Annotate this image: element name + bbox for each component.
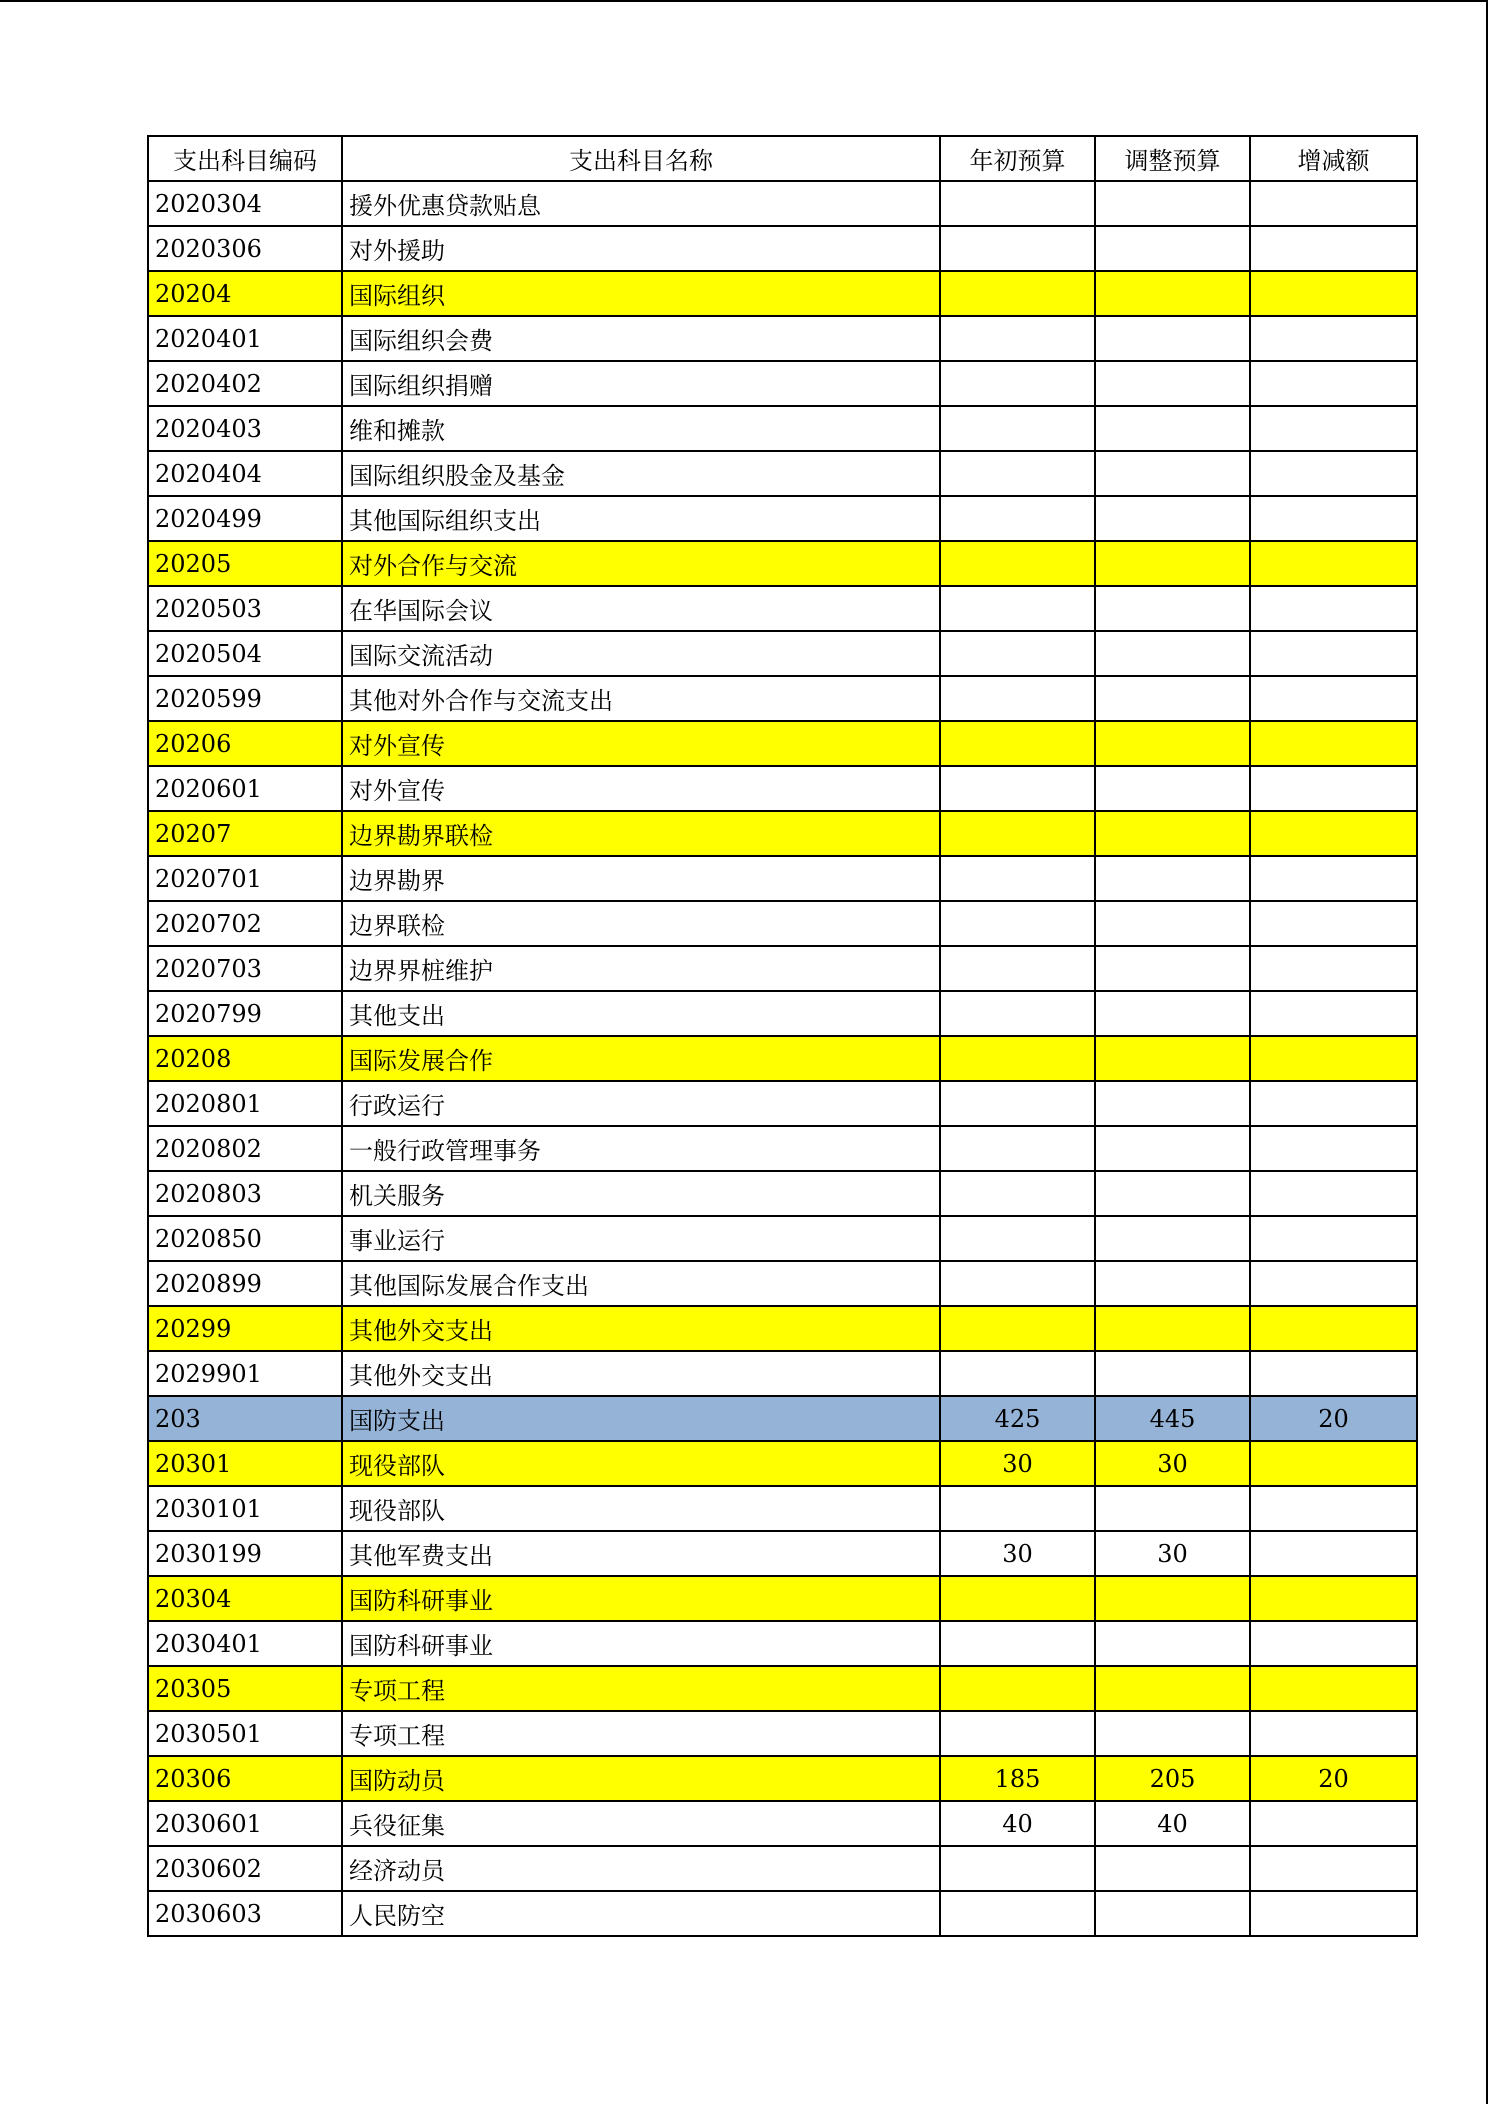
cell-code: 2020504 — [148, 631, 342, 676]
cell-change-amount — [1250, 1486, 1417, 1531]
cell-initial-budget — [940, 1306, 1095, 1351]
cell-adjusted-budget — [1095, 676, 1250, 721]
table-row — [148, 496, 1417, 541]
cell-change-amount — [1250, 541, 1417, 586]
cell-name: 专项工程 — [342, 1711, 940, 1756]
cell-initial-budget — [940, 1486, 1095, 1531]
cell-adjusted-budget — [1095, 1711, 1250, 1756]
cell-code: 20206 — [148, 721, 342, 766]
table-row — [148, 586, 1417, 631]
cell-name: 其他国际组织支出 — [342, 496, 940, 541]
cell-name: 现役部队 — [342, 1486, 940, 1531]
cell-name: 国防支出 — [342, 1396, 940, 1441]
cell-initial-budget — [940, 676, 1095, 721]
cell-adjusted-budget — [1095, 541, 1250, 586]
cell-name: 国际组织股金及基金 — [342, 451, 940, 496]
cell-initial-budget — [940, 1621, 1095, 1666]
cell-code: 203 — [148, 1396, 342, 1441]
cell-change-amount — [1250, 361, 1417, 406]
cell-name: 边界勘界 — [342, 856, 940, 901]
cell-name: 边界界桩维护 — [342, 946, 940, 991]
cell-code: 2030401 — [148, 1621, 342, 1666]
cell-initial-budget — [940, 271, 1095, 316]
table-row — [148, 856, 1417, 901]
cell-adjusted-budget: 40 — [1095, 1801, 1250, 1846]
cell-code: 20208 — [148, 1036, 342, 1081]
cell-name: 援外优惠贷款贴息 — [342, 181, 940, 226]
cell-initial-budget — [940, 1846, 1095, 1891]
table-row — [148, 1846, 1417, 1891]
cell-name: 人民防空 — [342, 1891, 940, 1936]
cell-name: 对外援助 — [342, 226, 940, 271]
table-row — [148, 1081, 1417, 1126]
cell-initial-budget — [940, 946, 1095, 991]
cell-name: 国防科研事业 — [342, 1621, 940, 1666]
cell-change-amount — [1250, 1261, 1417, 1306]
cell-adjusted-budget — [1095, 631, 1250, 676]
cell-change-amount — [1250, 901, 1417, 946]
cell-code: 20299 — [148, 1306, 342, 1351]
cell-code: 2029901 — [148, 1351, 342, 1396]
table-row — [148, 1756, 1417, 1801]
cell-name: 其他军费支出 — [342, 1531, 940, 1576]
cell-initial-budget — [940, 1666, 1095, 1711]
cell-adjusted-budget — [1095, 1891, 1250, 1936]
table-row — [148, 676, 1417, 721]
table-row — [148, 946, 1417, 991]
table-row — [148, 181, 1417, 226]
table-row — [148, 361, 1417, 406]
cell-code: 2020799 — [148, 991, 342, 1036]
cell-adjusted-budget — [1095, 271, 1250, 316]
cell-code: 20306 — [148, 1756, 342, 1801]
cell-code: 2020503 — [148, 586, 342, 631]
cell-adjusted-budget — [1095, 856, 1250, 901]
page-top-border — [0, 0, 1488, 2]
cell-name: 现役部队 — [342, 1441, 940, 1486]
cell-change-amount: 20 — [1250, 1756, 1417, 1801]
cell-code: 2020701 — [148, 856, 342, 901]
cell-change-amount — [1250, 946, 1417, 991]
cell-adjusted-budget: 205 — [1095, 1756, 1250, 1801]
cell-code: 2020304 — [148, 181, 342, 226]
cell-adjusted-budget — [1095, 766, 1250, 811]
cell-name: 国际组织捐赠 — [342, 361, 940, 406]
cell-change-amount — [1250, 1306, 1417, 1351]
table-row — [148, 1036, 1417, 1081]
cell-initial-budget: 185 — [940, 1756, 1095, 1801]
cell-initial-budget — [940, 361, 1095, 406]
cell-name: 国际组织会费 — [342, 316, 940, 361]
cell-initial-budget — [940, 1261, 1095, 1306]
table-row — [148, 1801, 1417, 1846]
cell-name: 国防科研事业 — [342, 1576, 940, 1621]
cell-change-amount — [1250, 406, 1417, 451]
cell-change-amount — [1250, 1801, 1417, 1846]
cell-adjusted-budget — [1095, 946, 1250, 991]
cell-code: 2020403 — [148, 406, 342, 451]
cell-change-amount — [1250, 631, 1417, 676]
cell-adjusted-budget — [1095, 1306, 1250, 1351]
budget-table — [147, 135, 1418, 1937]
cell-change-amount — [1250, 451, 1417, 496]
table-row — [148, 766, 1417, 811]
cell-code: 20207 — [148, 811, 342, 856]
table-row — [148, 1711, 1417, 1756]
cell-adjusted-budget — [1095, 1171, 1250, 1216]
cell-code: 2020404 — [148, 451, 342, 496]
cell-initial-budget — [940, 721, 1095, 766]
cell-initial-budget — [940, 406, 1095, 451]
table-row — [148, 1666, 1417, 1711]
table-row — [148, 901, 1417, 946]
cell-code: 2020306 — [148, 226, 342, 271]
header-name: 支出科目名称 — [342, 136, 940, 181]
cell-change-amount — [1250, 766, 1417, 811]
cell-name: 维和摊款 — [342, 406, 940, 451]
cell-change-amount — [1250, 856, 1417, 901]
cell-name: 其他外交支出 — [342, 1306, 940, 1351]
cell-change-amount — [1250, 586, 1417, 631]
cell-name: 其他支出 — [342, 991, 940, 1036]
cell-name: 兵役征集 — [342, 1801, 940, 1846]
cell-change-amount — [1250, 1081, 1417, 1126]
cell-code: 2030601 — [148, 1801, 342, 1846]
cell-initial-budget: 30 — [940, 1531, 1095, 1576]
table-row — [148, 226, 1417, 271]
cell-initial-budget — [940, 226, 1095, 271]
cell-initial-budget — [940, 1171, 1095, 1216]
table-row — [148, 1396, 1417, 1441]
cell-name: 专项工程 — [342, 1666, 940, 1711]
table-row — [148, 811, 1417, 856]
cell-adjusted-budget — [1095, 451, 1250, 496]
cell-code: 20205 — [148, 541, 342, 586]
cell-change-amount — [1250, 1666, 1417, 1711]
table-row — [148, 991, 1417, 1036]
cell-code: 20301 — [148, 1441, 342, 1486]
cell-code: 2020702 — [148, 901, 342, 946]
cell-name: 行政运行 — [342, 1081, 940, 1126]
cell-change-amount — [1250, 1216, 1417, 1261]
cell-initial-budget — [940, 1711, 1095, 1756]
cell-adjusted-budget — [1095, 1666, 1250, 1711]
cell-initial-budget — [940, 1576, 1095, 1621]
cell-code: 2020401 — [148, 316, 342, 361]
cell-initial-budget — [940, 1891, 1095, 1936]
cell-adjusted-budget — [1095, 1486, 1250, 1531]
table-row — [148, 1216, 1417, 1261]
cell-change-amount — [1250, 991, 1417, 1036]
cell-code: 2030199 — [148, 1531, 342, 1576]
table-row — [148, 631, 1417, 676]
cell-adjusted-budget — [1095, 991, 1250, 1036]
cell-name: 在华国际会议 — [342, 586, 940, 631]
cell-name: 机关服务 — [342, 1171, 940, 1216]
cell-name: 对外合作与交流 — [342, 541, 940, 586]
cell-change-amount — [1250, 1036, 1417, 1081]
cell-change-amount — [1250, 1576, 1417, 1621]
table-row — [148, 721, 1417, 766]
cell-change-amount — [1250, 721, 1417, 766]
cell-code: 2020802 — [148, 1126, 342, 1171]
cell-initial-budget — [940, 316, 1095, 361]
cell-initial-budget — [940, 856, 1095, 901]
cell-initial-budget — [940, 451, 1095, 496]
table-row — [148, 451, 1417, 496]
cell-code: 2020499 — [148, 496, 342, 541]
header-change-amount: 增减额 — [1250, 136, 1417, 181]
cell-adjusted-budget — [1095, 586, 1250, 631]
table-row — [148, 541, 1417, 586]
cell-name: 一般行政管理事务 — [342, 1126, 940, 1171]
cell-change-amount — [1250, 1711, 1417, 1756]
table-row — [148, 1531, 1417, 1576]
cell-name: 国际发展合作 — [342, 1036, 940, 1081]
cell-initial-budget: 40 — [940, 1801, 1095, 1846]
cell-adjusted-budget — [1095, 1036, 1250, 1081]
cell-name: 对外宣传 — [342, 766, 940, 811]
cell-change-amount — [1250, 1171, 1417, 1216]
cell-adjusted-budget — [1095, 226, 1250, 271]
cell-name: 国际交流活动 — [342, 631, 940, 676]
cell-initial-budget — [940, 541, 1095, 586]
cell-name: 其他对外合作与交流支出 — [342, 676, 940, 721]
cell-initial-budget — [940, 586, 1095, 631]
cell-initial-budget — [940, 181, 1095, 226]
cell-change-amount — [1250, 226, 1417, 271]
cell-code: 2030603 — [148, 1891, 342, 1936]
cell-change-amount — [1250, 1441, 1417, 1486]
cell-code: 2020899 — [148, 1261, 342, 1306]
cell-change-amount — [1250, 1351, 1417, 1396]
cell-change-amount — [1250, 676, 1417, 721]
table-row — [148, 406, 1417, 451]
cell-code: 2020402 — [148, 361, 342, 406]
cell-name: 国防动员 — [342, 1756, 940, 1801]
table-row — [148, 1441, 1417, 1486]
table-row — [148, 1891, 1417, 1936]
cell-initial-budget — [940, 1126, 1095, 1171]
cell-name: 经济动员 — [342, 1846, 940, 1891]
cell-initial-budget — [940, 1351, 1095, 1396]
cell-change-amount — [1250, 271, 1417, 316]
cell-initial-budget — [940, 496, 1095, 541]
cell-code: 2020801 — [148, 1081, 342, 1126]
cell-initial-budget: 30 — [940, 1441, 1095, 1486]
cell-code: 2020601 — [148, 766, 342, 811]
header-code: 支出科目编码 — [148, 136, 342, 181]
cell-change-amount — [1250, 181, 1417, 226]
table-row — [148, 316, 1417, 361]
cell-adjusted-budget — [1095, 361, 1250, 406]
table-row — [148, 1621, 1417, 1666]
cell-change-amount — [1250, 1531, 1417, 1576]
cell-adjusted-budget — [1095, 1846, 1250, 1891]
cell-change-amount — [1250, 316, 1417, 361]
table-row — [148, 1261, 1417, 1306]
cell-initial-budget — [940, 1081, 1095, 1126]
cell-initial-budget — [940, 901, 1095, 946]
cell-adjusted-budget — [1095, 406, 1250, 451]
cell-initial-budget — [940, 1216, 1095, 1261]
cell-code: 2020599 — [148, 676, 342, 721]
cell-change-amount — [1250, 1891, 1417, 1936]
cell-initial-budget — [940, 1036, 1095, 1081]
header-initial-budget: 年初预算 — [940, 136, 1095, 181]
cell-name: 国际组织 — [342, 271, 940, 316]
cell-code: 20305 — [148, 1666, 342, 1711]
cell-adjusted-budget — [1095, 1576, 1250, 1621]
cell-name: 边界勘界联检 — [342, 811, 940, 856]
cell-name: 其他外交支出 — [342, 1351, 940, 1396]
cell-code: 2030602 — [148, 1846, 342, 1891]
cell-initial-budget — [940, 991, 1095, 1036]
cell-code: 20304 — [148, 1576, 342, 1621]
cell-adjusted-budget: 30 — [1095, 1531, 1250, 1576]
cell-adjusted-budget — [1095, 316, 1250, 361]
table-row — [148, 1576, 1417, 1621]
cell-adjusted-budget — [1095, 181, 1250, 226]
table-row — [148, 1171, 1417, 1216]
table-row — [148, 1486, 1417, 1531]
cell-initial-budget — [940, 631, 1095, 676]
cell-name: 事业运行 — [342, 1216, 940, 1261]
cell-code: 2030501 — [148, 1711, 342, 1756]
cell-adjusted-budget — [1095, 496, 1250, 541]
cell-code: 2020803 — [148, 1171, 342, 1216]
cell-name: 边界联检 — [342, 901, 940, 946]
cell-adjusted-budget: 445 — [1095, 1396, 1250, 1441]
cell-change-amount — [1250, 1621, 1417, 1666]
cell-adjusted-budget — [1095, 1351, 1250, 1396]
table-header-row — [148, 136, 1417, 181]
table-row — [148, 271, 1417, 316]
cell-change-amount — [1250, 1126, 1417, 1171]
cell-code: 2020703 — [148, 946, 342, 991]
cell-name: 对外宣传 — [342, 721, 940, 766]
table-row — [148, 1306, 1417, 1351]
cell-initial-budget — [940, 811, 1095, 856]
table-body — [148, 181, 1417, 1936]
cell-adjusted-budget — [1095, 721, 1250, 766]
table-row — [148, 1351, 1417, 1396]
cell-change-amount — [1250, 1846, 1417, 1891]
table-row — [148, 1126, 1417, 1171]
cell-change-amount: 20 — [1250, 1396, 1417, 1441]
header-adjusted-budget: 调整预算 — [1095, 136, 1250, 181]
cell-name: 其他国际发展合作支出 — [342, 1261, 940, 1306]
cell-code: 2030101 — [148, 1486, 342, 1531]
cell-adjusted-budget — [1095, 811, 1250, 856]
cell-adjusted-budget — [1095, 1081, 1250, 1126]
cell-adjusted-budget — [1095, 901, 1250, 946]
cell-adjusted-budget — [1095, 1621, 1250, 1666]
cell-initial-budget: 425 — [940, 1396, 1095, 1441]
cell-code: 2020850 — [148, 1216, 342, 1261]
cell-adjusted-budget — [1095, 1126, 1250, 1171]
cell-change-amount — [1250, 811, 1417, 856]
cell-change-amount — [1250, 496, 1417, 541]
cell-adjusted-budget — [1095, 1216, 1250, 1261]
cell-code: 20204 — [148, 271, 342, 316]
cell-adjusted-budget: 30 — [1095, 1441, 1250, 1486]
cell-initial-budget — [940, 766, 1095, 811]
cell-adjusted-budget — [1095, 1261, 1250, 1306]
